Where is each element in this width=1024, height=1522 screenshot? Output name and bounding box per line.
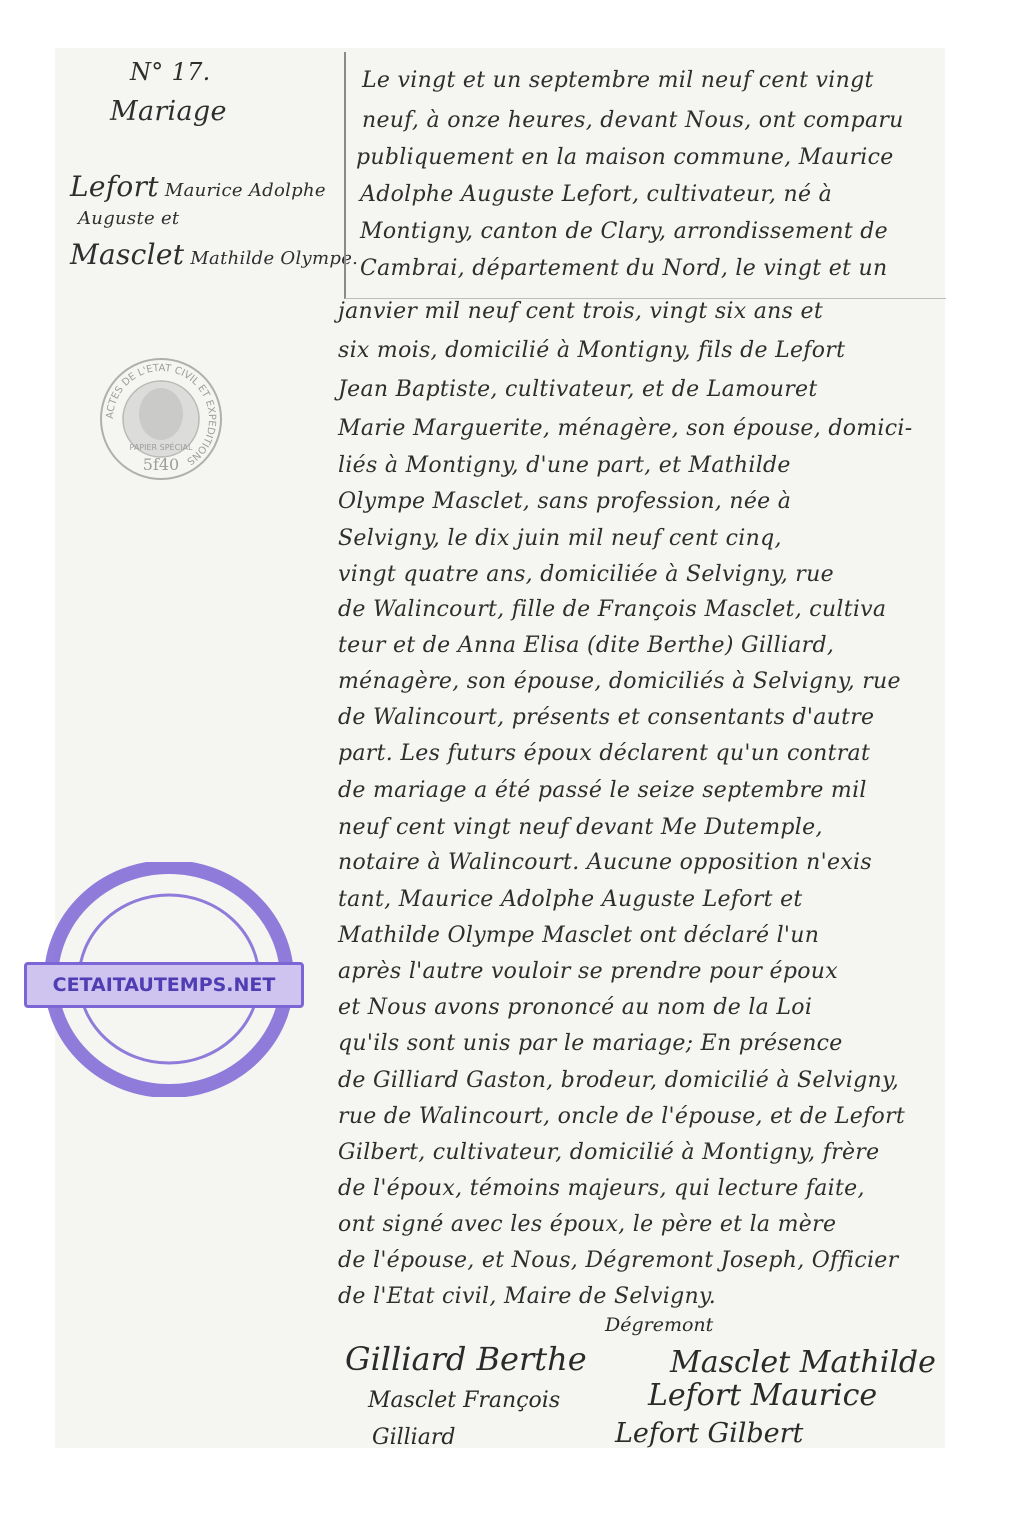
body-line: et Nous avons prononcé au nom de la Loi <box>338 995 813 1020</box>
signature-lefort-maurice: Lefort Maurice <box>648 1378 878 1413</box>
bride-name <box>70 238 358 271</box>
body-line: qu'ils sont unis par le mariage; En présence <box>338 1031 843 1056</box>
signature-gilliard-berthe: Gilliard Berthe <box>345 1340 587 1378</box>
body-line: de l'épouse, et Nous, Dégremont Joseph, Officier <box>338 1248 899 1273</box>
body-line: de Walincourt, fille de François Masclet, cultiva <box>338 597 887 622</box>
stamp-ring-text: ACTES DE L'ETAT CIVIL ET EXPEDITIONS <box>104 362 218 467</box>
act-type: Mariage <box>110 96 227 127</box>
body-line: ménagère, son épouse, domiciliés à Selvigny, rue <box>338 669 901 694</box>
body-line: janvier mil neuf cent trois, vingt six ans et <box>338 299 823 324</box>
body-line: teur et de Anna Elisa (dite Berthe) Gilliard, <box>338 633 835 658</box>
body-line: ont signé avec les époux, le père et la mère <box>338 1212 837 1237</box>
signature-lefort-gilbert: Lefort Gilbert <box>615 1418 804 1449</box>
fiscal-stamp <box>98 356 224 482</box>
body-line: Le vingt et un septembre mil neuf cent vingt <box>362 68 874 93</box>
body-line: de Walincourt, présents et consentants d'autre <box>338 705 875 730</box>
fiscal-stamp-graphic <box>98 356 224 482</box>
body-line: Gilbert, cultivateur, domicilié à Montigny, frère <box>338 1140 880 1165</box>
groom-given-names-continued: Auguste et <box>78 208 180 229</box>
signature-officer: Dégremont <box>605 1314 714 1336</box>
body-line: Montigny, canton de Clary, arrondissement de <box>360 219 888 244</box>
bride-surname: Masclet <box>70 238 185 271</box>
act-number: N° 17. <box>130 58 211 86</box>
signature-gilliard: Gilliard <box>372 1425 456 1450</box>
body-line: vingt quatre ans, domiciliée à Selvigny, rue <box>338 562 834 587</box>
body-line: liés à Montigny, d'une part, et Mathilde <box>338 453 791 478</box>
body-line: Cambrai, département du Nord, le vingt et un <box>360 256 888 281</box>
groom-name <box>70 170 326 203</box>
body-line: notaire à Walincourt. Aucune opposition n'exis <box>338 850 872 875</box>
body-line: rue de Walincourt, oncle de l'épouse, et de Lefort <box>338 1104 906 1129</box>
stamp-price: 5f40 <box>142 455 180 474</box>
groom-surname: Lefort <box>70 170 159 203</box>
body-line: six mois, domicilié à Montigny, fils de Lefort <box>338 338 846 363</box>
body-line: Marie Marguerite, ménagère, son épouse, domici- <box>338 416 913 441</box>
body-line: part. Les futurs époux déclarent qu'un contrat <box>338 741 871 766</box>
body-line: Selvigny, le dix juin mil neuf cent cinq, <box>338 526 782 551</box>
signature-masclet-francois: Masclet François <box>368 1388 561 1413</box>
body-line: de l'époux, témoins majeurs, qui lecture faite, <box>338 1176 865 1201</box>
signature-masclet-mathilde: Masclet Mathilde <box>670 1345 936 1380</box>
stamp-label: PAPIER SPÉCIAL <box>129 443 193 452</box>
body-line: Jean Baptiste, cultivateur, et de Lamouret <box>338 377 818 402</box>
body-line: de Gilliard Gaston, brodeur, domicilié à Selvigny, <box>338 1068 900 1093</box>
body-line: tant, Maurice Adolphe Auguste Lefort et <box>338 887 803 912</box>
body-line: neuf, à onze heures, devant Nous, ont comparu <box>362 108 904 133</box>
body-line: de l'Etat civil, Maire de Selvigny. <box>338 1284 717 1309</box>
body-line: Olympe Masclet, sans profession, née à <box>338 489 792 514</box>
groom-given-names: Maurice Adolphe <box>164 180 326 201</box>
body-line: de mariage a été passé le seize septembre mil <box>338 778 867 803</box>
body-line: neuf cent vingt neuf devant Me Dutemple, <box>338 815 823 840</box>
bride-given-names: Mathilde Olympe. <box>190 248 359 269</box>
body-line: Adolphe Auguste Lefort, cultivateur, né à <box>360 182 832 207</box>
body-line: après l'autre vouloir se prendre pour époux <box>338 959 838 984</box>
body-line: Mathilde Olympe Masclet ont déclaré l'un <box>338 923 820 948</box>
body-line: publiquement en la maison commune, Maurice <box>356 145 894 170</box>
watermark-text: CETAITAUTEMPS.NET <box>24 962 304 1008</box>
